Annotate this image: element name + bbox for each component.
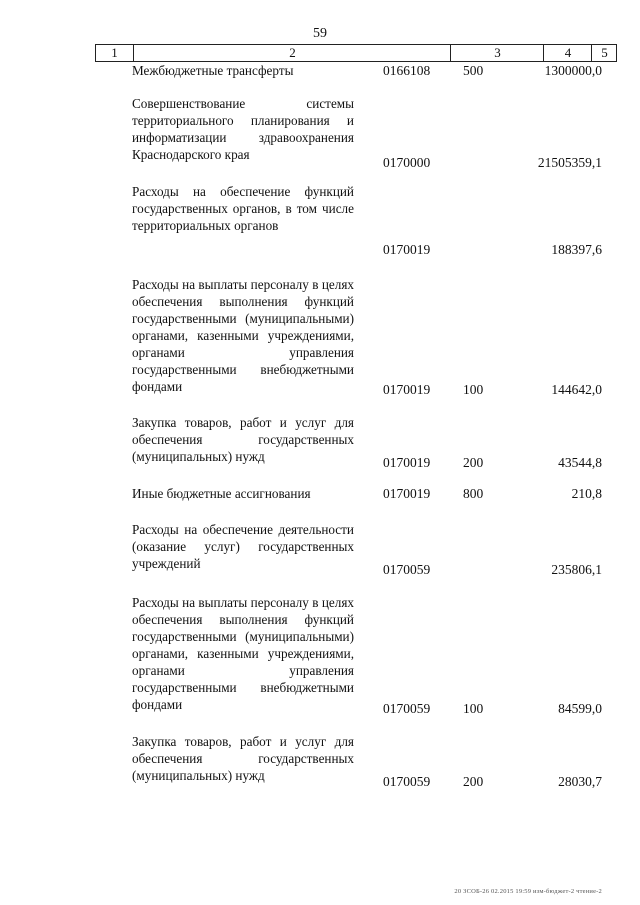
row-amount: 28030,7 [558,774,602,789]
row-description: Закупка товаров, работ и услуг для обеспечения государственных (муниципальных) нужд [132,734,354,783]
row-amount: 144642,0 [551,382,602,397]
row-expense-type: 100 [463,701,484,716]
row-description: Расходы на выплаты персоналу в целях обеспечения выполнения функций государственными (муниципальными) органами, казенными учреждениями, органами управления государственными внебюджетными фондами [132,277,354,394]
row-expense-type: 800 [463,486,484,501]
row-code: 0170019 [383,455,431,470]
row-amount: 235806,1 [551,562,602,577]
row-description: Закупка товаров, работ и услуг для обеспечения государственных (муниципальных) нужд [132,415,354,464]
row-amount: 1300000,0 [544,63,602,78]
row-code: 0166108 [383,63,431,78]
row-expense-type: 500 [463,63,484,78]
row-description: Межбюджетные трансферты [132,63,294,78]
table-header [95,44,617,62]
row-code: 0170019 [383,486,431,501]
header-col-4: 4 [543,45,592,61]
row-description: Иные бюджетные ассигнования [132,486,311,501]
row-code: 0170019 [383,242,431,257]
row-code: 0170019 [383,382,431,397]
print-footer: 20 ЗСОБ-26 02.2015 19:59 изм-бюджет-2 чтение-2 [454,888,602,895]
header-col-3: 3 [450,45,544,61]
row-code: 0170059 [383,774,431,789]
row-description: Совершенствование системы территориального планирования и информатизации здравоохранения Краснодарского края [132,96,354,162]
row-amount: 188397,6 [551,242,602,257]
row-expense-type: 200 [463,774,484,789]
row-expense-type: 100 [463,382,484,397]
row-description: Расходы на выплаты персоналу в целях обеспечения выполнения функций государственными (муниципальными) органами, казенными учреждениями, органами управления государственными внебюджетными фондами [132,595,354,712]
row-amount: 21505359,1 [537,155,602,170]
header-col-1: 1 [111,45,118,60]
row-amount: 84599,0 [558,701,602,716]
header-col-2: 2 [133,45,451,61]
header-col-5: 5 [591,45,617,61]
row-code: 0170000 [383,155,431,170]
row-amount: 43544,8 [558,455,602,470]
row-description: Расходы на обеспечение деятельности (оказание услуг) государственных учреждений [132,522,354,571]
row-expense-type: 200 [463,455,484,470]
page-number: 59 [313,26,327,41]
row-amount: 210,8 [571,486,602,501]
row-description: Расходы на обеспечение функций государственных органов, в том числе территориальных органов [132,184,354,233]
row-code: 0170059 [383,701,431,716]
row-code: 0170059 [383,562,431,577]
